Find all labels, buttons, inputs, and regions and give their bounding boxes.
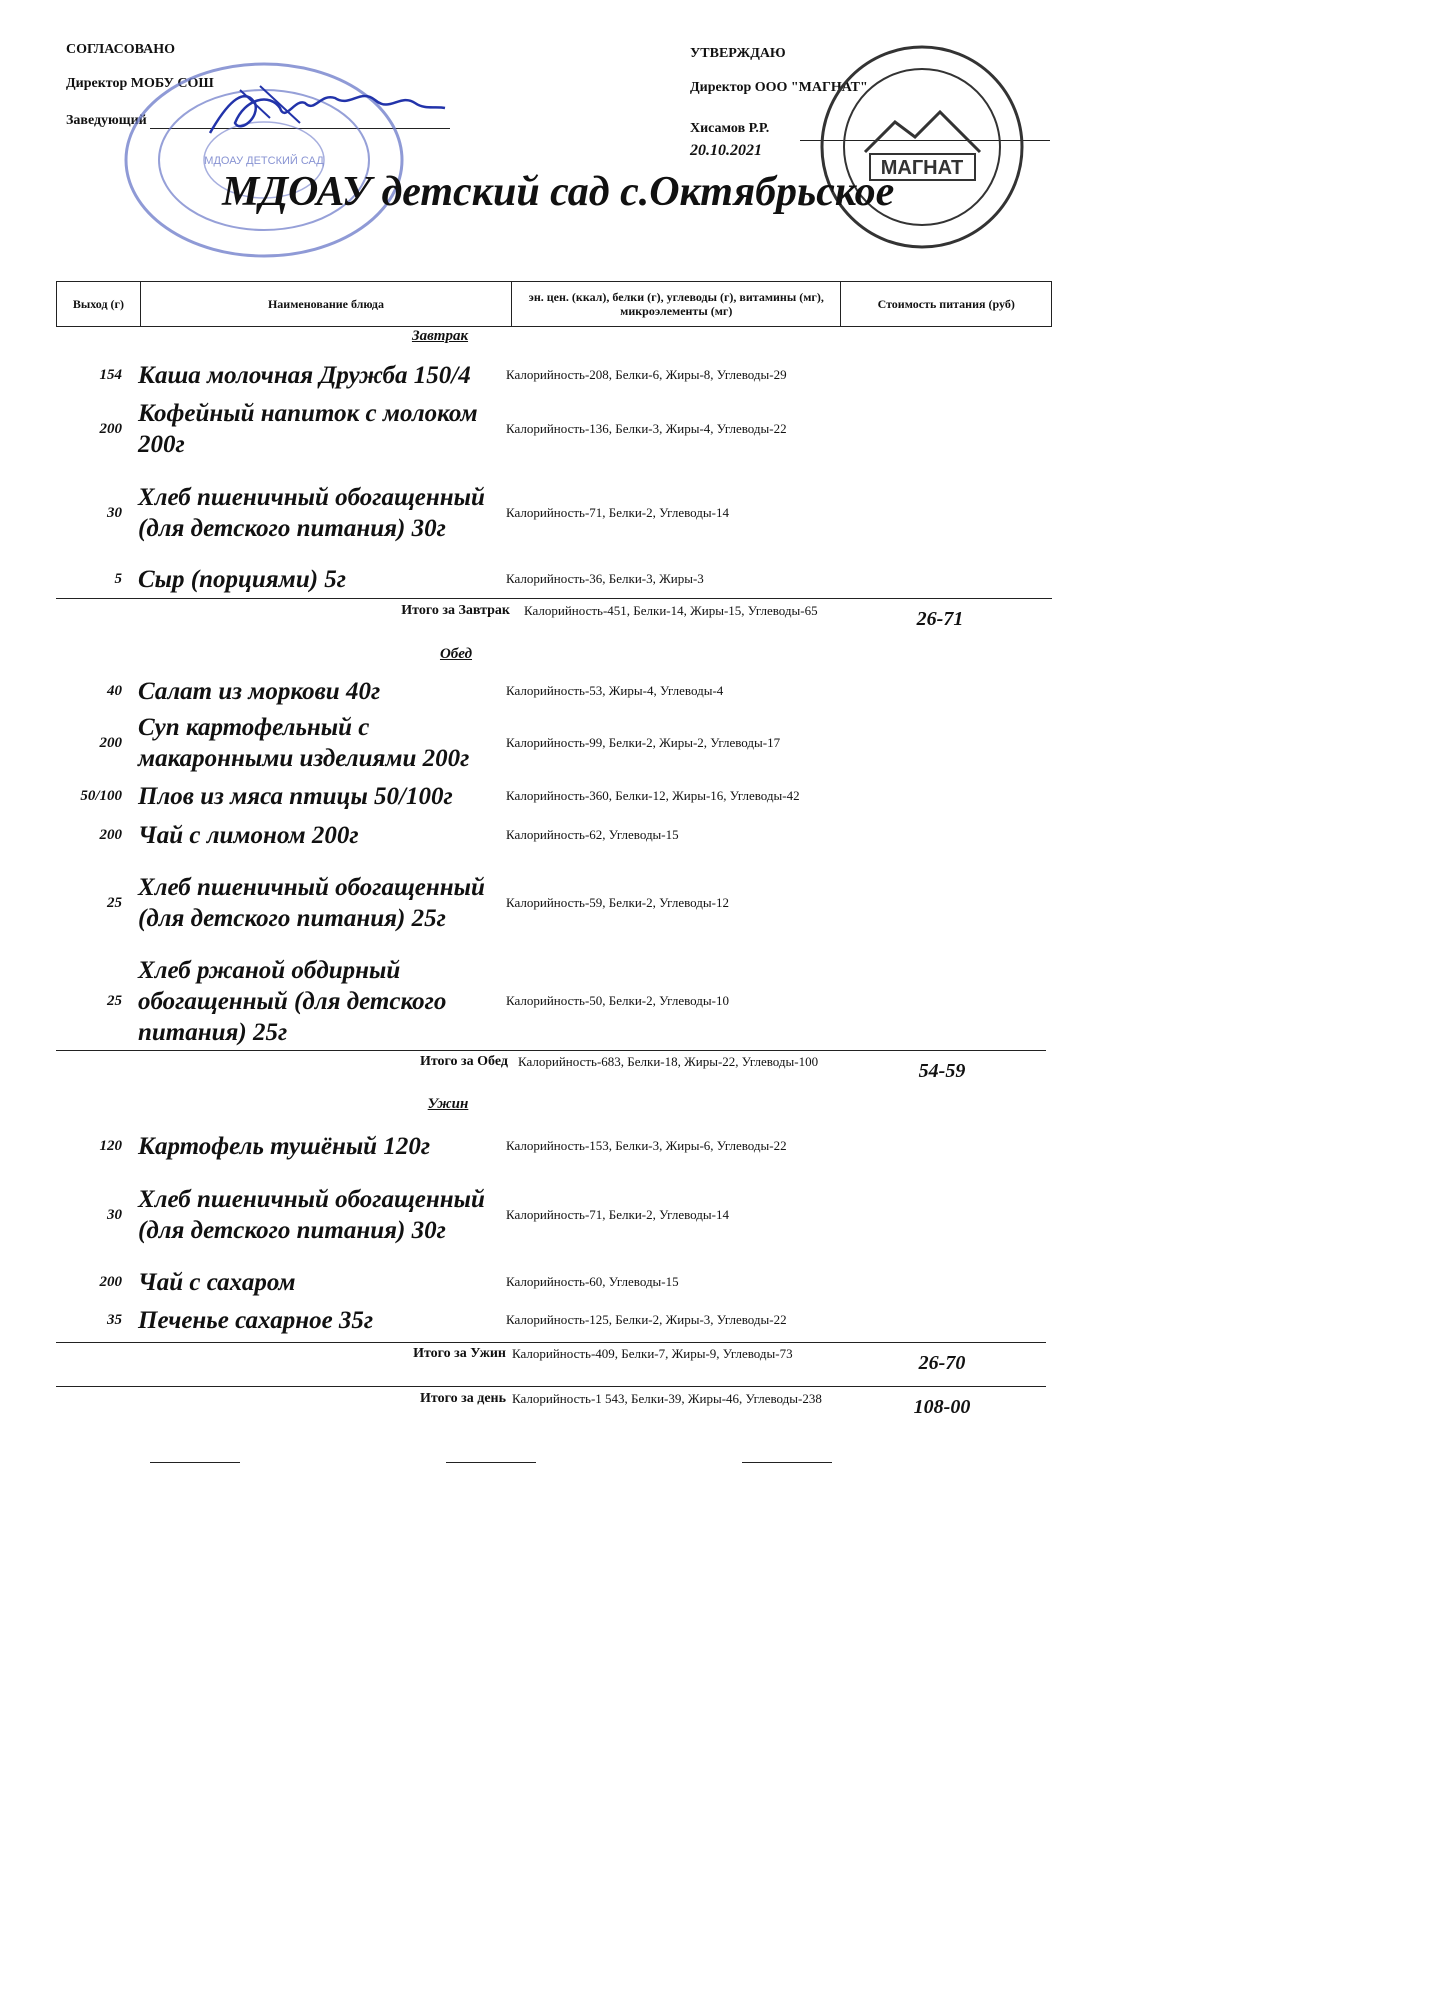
- table-row: [56, 1168, 1052, 1262]
- row-yield: 200: [99, 734, 122, 751]
- approval-right-heading: УТВЕРЖДАЮ: [690, 46, 786, 61]
- row-nutrition: Калорийность-99, Белки-2, Жиры-2, Углеводы-17: [506, 735, 781, 750]
- approval-right-name: Хисамов Р.Р.: [690, 121, 770, 136]
- row-yield: 154: [99, 366, 122, 383]
- stamp-right: [815, 42, 1030, 252]
- section-breakfast: Завтрак: [411, 328, 469, 344]
- table-row: [56, 954, 1052, 1048]
- signature-line: [150, 1462, 240, 1463]
- row-dish: Чай с лимоном 200г: [138, 821, 359, 849]
- table-row: [56, 856, 1052, 950]
- row-dish: Суп картофельный с макаронными изделиями 200г: [138, 714, 470, 772]
- table-row: [56, 675, 1052, 707]
- approval-left-director: Директор МОБУ СОШ: [66, 76, 214, 91]
- row-dish: Печенье сахарное 35г: [138, 1306, 374, 1334]
- table-row: [56, 357, 1052, 393]
- table-row: [56, 1128, 1052, 1164]
- table-row: [56, 778, 1052, 814]
- col-dish: Наименование блюда: [141, 282, 512, 326]
- row-nutrition: Калорийность-71, Белки-2, Углеводы-14: [506, 505, 729, 520]
- row-nutrition: Калорийность-208, Белки-6, Жиры-8, Углеводы-29: [506, 367, 787, 382]
- row-nutrition: Калорийность-36, Белки-3, Жиры-3: [506, 571, 704, 586]
- col-yield: Выход (г): [57, 282, 141, 326]
- row-yield: 5: [114, 570, 122, 587]
- total-lunch-nutrition: Калорийность-683, Белки-18, Жиры-22, Углеводы-100: [518, 1054, 819, 1069]
- total-breakfast-cost: 26-71: [916, 608, 964, 630]
- table-row: [56, 466, 1052, 560]
- row-nutrition: Калорийность-60, Углеводы-15: [506, 1274, 679, 1289]
- row-dish: Хлеб пшеничный обогащенный (для детского питания) 30г: [138, 1186, 485, 1244]
- table-row: [56, 563, 1052, 595]
- total-dinner-nutrition: Калорийность-409, Белки-7, Жиры-9, Углеводы-73: [512, 1346, 793, 1361]
- table-row: [56, 1266, 1052, 1298]
- total-day-nutrition: Калорийность-1 543, Белки-39, Жиры-46, Углеводы-238: [512, 1391, 822, 1406]
- row-yield: 35: [107, 1311, 122, 1328]
- col-nutrition: эн. цен. (ккал), белки (г), углеводы (г), витамины (мг), микроэлементы (мг): [512, 282, 841, 326]
- row-divider: [56, 1050, 1046, 1051]
- row-yield: 25: [107, 894, 122, 911]
- signature-left: [200, 78, 450, 148]
- row-yield: 40: [107, 682, 122, 699]
- table-row: [56, 711, 1052, 775]
- table-header: [56, 281, 1052, 327]
- row-yield: 200: [99, 826, 122, 843]
- total-day-cost: 108-00: [913, 1396, 971, 1418]
- section-dinner: Ужин: [427, 1096, 469, 1112]
- row-nutrition: Калорийность-125, Белки-2, Жиры-3, Углеводы-22: [506, 1312, 787, 1327]
- row-yield: 30: [107, 1206, 122, 1223]
- approval-right-date: 20.10.2021: [690, 142, 762, 159]
- row-nutrition: Калорийность-59, Белки-2, Углеводы-12: [506, 895, 729, 910]
- row-dish: Салат из моркови 40г: [138, 677, 381, 705]
- row-dish: Плов из мяса птицы 50/100г: [138, 782, 453, 810]
- row-dish: Хлеб пшеничный обогащенный (для детского питания) 30г: [138, 484, 485, 542]
- table-row: [56, 398, 1052, 460]
- row-yield: 50/100: [80, 787, 122, 804]
- row-nutrition: Калорийность-360, Белки-12, Жиры-16, Углеводы-42: [506, 788, 800, 803]
- total-lunch-cost: 54-59: [918, 1060, 966, 1082]
- row-nutrition: Калорийность-136, Белки-3, Жиры-4, Углеводы-22: [506, 421, 787, 436]
- table-row: [56, 1302, 1052, 1338]
- row-dish: Кофейный напиток с молоком 200г: [138, 400, 478, 458]
- row-nutrition: Калорийность-62, Углеводы-15: [506, 827, 679, 842]
- row-nutrition: Калорийность-53, Жиры-4, Углеводы-4: [506, 683, 724, 698]
- row-yield: 25: [107, 992, 122, 1009]
- section-lunch: Обед: [439, 646, 473, 662]
- total-dinner-label: Итого за Ужин: [413, 1346, 506, 1361]
- row-nutrition: Калорийность-50, Белки-2, Углеводы-10: [506, 993, 729, 1008]
- col-cost: Стоимость питания (руб): [877, 297, 1015, 311]
- row-yield: 30: [107, 504, 122, 521]
- stamp-right-text: МАГНАТ: [880, 157, 964, 179]
- row-yield: 200: [99, 1273, 122, 1290]
- total-lunch-label: Итого за Обед: [419, 1054, 508, 1069]
- approval-left-heading: СОГЛАСОВАНО: [66, 42, 175, 57]
- table-row: [56, 819, 1052, 851]
- page-title: МДОАУ детский сад с.Октябрьское: [222, 169, 895, 215]
- total-breakfast-nutrition: Калорийность-451, Белки-14, Жиры-15, Углеводы-65: [524, 603, 818, 618]
- approval-right-director: Директор ООО "МАГНАТ": [690, 80, 868, 95]
- row-dish: Хлеб ржаной обдирный обогащенный (для детского питания) 25г: [138, 956, 447, 1046]
- total-dinner-cost: 26-70: [918, 1352, 966, 1374]
- row-yield: 200: [99, 420, 122, 437]
- row-divider: [56, 1386, 1046, 1387]
- signature-line: [742, 1462, 832, 1463]
- approval-left-head: Заведующий: [66, 113, 147, 128]
- row-yield: 120: [99, 1137, 122, 1154]
- row-nutrition: Калорийность-153, Белки-3, Жиры-6, Углеводы-22: [506, 1138, 787, 1153]
- row-dish: Хлеб пшеничный обогащенный (для детского питания) 25г: [138, 874, 485, 932]
- row-dish: Каша молочная Дружба 150/4: [138, 361, 471, 389]
- row-dish: Картофель тушёный 120г: [138, 1132, 431, 1160]
- row-dish: Чай с сахаром: [138, 1268, 296, 1296]
- row-divider: [56, 1342, 1046, 1343]
- row-dish: Сыр (порциями) 5г: [138, 565, 347, 593]
- stamp-left-text: МДОАУ ДЕТСКИЙ САД: [204, 155, 324, 167]
- total-day-label: Итого за день: [420, 1391, 506, 1406]
- signature-line: [446, 1462, 536, 1463]
- row-nutrition: Калорийность-71, Белки-2, Углеводы-14: [506, 1207, 729, 1222]
- row-divider: [56, 598, 1052, 599]
- total-breakfast-label: Итого за Завтрак: [401, 603, 510, 618]
